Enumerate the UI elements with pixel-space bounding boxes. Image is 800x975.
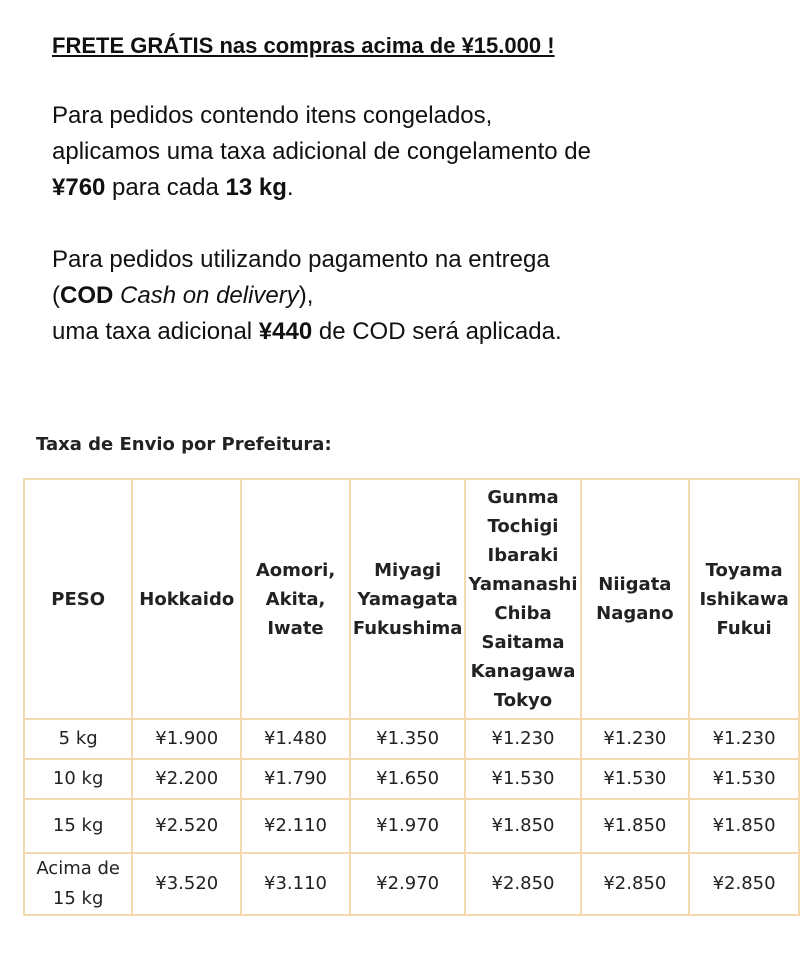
price-cell: ¥2.970: [350, 853, 466, 915]
price-cell: ¥1.970: [350, 799, 466, 853]
price-cell: ¥3.110: [241, 853, 350, 915]
header-kanto-region: Gunma Tochigi Ibaraki Yamanashi Chiba Saitama Kanagawa Tokyo: [465, 479, 580, 719]
cod-line-1: Para pedidos utilizando pagamento na entrega: [52, 246, 550, 273]
price-cell: ¥2.110: [241, 799, 350, 853]
cod-space: [113, 282, 120, 309]
weight-cell: 10 kg: [24, 759, 132, 799]
price-cell: ¥1.900: [132, 719, 241, 759]
cod-fee-amount: ¥440: [258, 318, 313, 345]
freezer-per-text: para cada: [105, 174, 226, 201]
price-cell: ¥1.230: [689, 719, 799, 759]
header-aomori-akita-iwate: Aomori, Akita, Iwate: [241, 479, 350, 719]
table-title: Taxa de Envio por Prefeitura:: [36, 434, 332, 455]
freezer-line-2: aplicamos uma taxa adicional de congelamento de: [52, 138, 592, 165]
price-cell: ¥1.850: [465, 799, 580, 853]
price-cell: ¥2.520: [132, 799, 241, 853]
freezer-line-1: Para pedidos contendo itens congelados,: [52, 102, 493, 129]
intro-text: [52, 28, 772, 350]
shipping-rates-table: [23, 478, 800, 916]
header-hokkaido: Hokkaido: [132, 479, 241, 719]
price-cell: ¥2.200: [132, 759, 241, 799]
price-cell: ¥3.520: [132, 853, 241, 915]
header-weight: PESO: [24, 479, 132, 719]
cod-full-name: Cash on delivery: [120, 282, 299, 309]
cod-abbr: COD: [60, 282, 114, 309]
cod-line-3-end: de COD será aplicada.: [312, 318, 562, 345]
price-cell: ¥1.790: [241, 759, 350, 799]
freezer-fee-paragraph: [52, 98, 772, 206]
cod-line-3-start: uma taxa adicional: [52, 318, 259, 345]
price-cell: ¥1.230: [581, 719, 690, 759]
freezer-end: .: [286, 174, 294, 201]
table-row: [24, 853, 799, 915]
price-cell: ¥2.850: [689, 853, 799, 915]
freezer-weight: 13 kg: [225, 174, 287, 201]
cod-open-paren: (: [52, 282, 60, 309]
cod-close-paren: ),: [298, 282, 314, 309]
price-cell: ¥2.850: [581, 853, 690, 915]
price-cell: ¥2.850: [465, 853, 580, 915]
weight-cell: Acima de 15 kg: [24, 853, 132, 915]
table-row: [24, 799, 799, 853]
price-cell: ¥1.530: [689, 759, 799, 799]
header-miyagi-yamagata-fukushima: Miyagi Yamagata Fukushima: [350, 479, 466, 719]
price-cell: ¥1.480: [241, 719, 350, 759]
price-cell: ¥1.850: [689, 799, 799, 853]
weight-cell: 15 kg: [24, 799, 132, 853]
weight-cell: 5 kg: [24, 719, 132, 759]
header-toyama-ishikawa-fukui: Toyama Ishikawa Fukui: [689, 479, 799, 719]
price-cell: ¥1.850: [581, 799, 690, 853]
price-cell: ¥1.650: [350, 759, 466, 799]
price-cell: ¥1.230: [465, 719, 580, 759]
cod-fee-paragraph: [52, 242, 772, 350]
price-cell: ¥1.530: [465, 759, 580, 799]
price-cell: ¥1.530: [581, 759, 690, 799]
free-shipping-headline: FRETE GRÁTIS nas compras acima de ¥15.000 !: [52, 33, 555, 58]
table-row: [24, 719, 799, 759]
freezer-fee-amount: ¥760: [52, 174, 106, 201]
header-niigata-nagano: Niigata Nagano: [581, 479, 690, 719]
table-header-row: [24, 479, 799, 719]
price-cell: ¥1.350: [350, 719, 466, 759]
table-row: [24, 759, 799, 799]
